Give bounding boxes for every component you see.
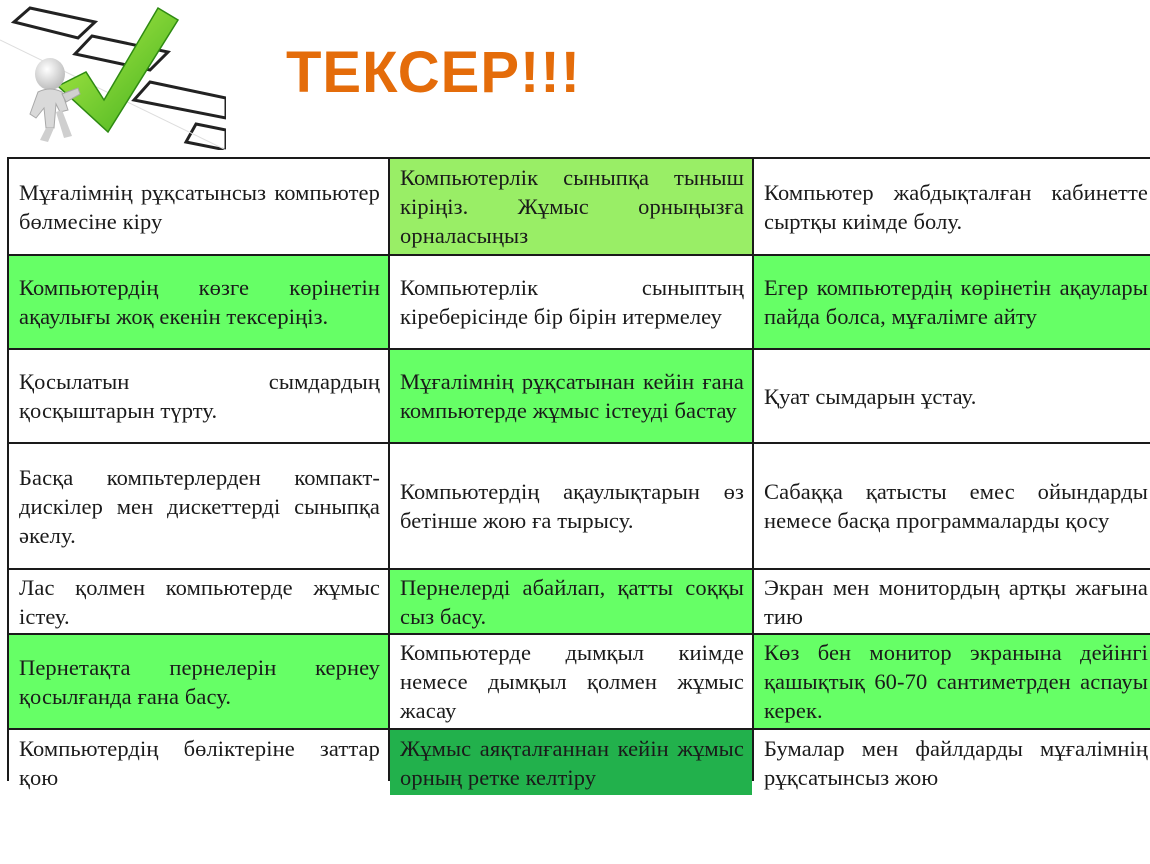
cell-text: Экран мен монитордың артқы жағына тию xyxy=(764,574,1148,629)
cell-text: Компьютердің ақаулықтарын өз бетінше жою ға тырысу. xyxy=(400,479,744,533)
table-cell xyxy=(390,256,752,348)
cell-text: Сабаққа қатысты емес ойындарды немесе басқа программаларды қосу xyxy=(764,479,1148,533)
cell-text: Компьютердің бөліктеріне заттар қою xyxy=(19,735,380,790)
page-title: ТЕКСЕР!!! xyxy=(286,40,581,105)
table-cell xyxy=(754,256,1150,348)
cell-text: Пернетақта пернелерін кернеу қосылғанда ғана басу. xyxy=(19,654,380,709)
cell-text: Қосылатын сымдардың қосқыштарын түрту. xyxy=(19,369,380,423)
cell-text: Мұғалімнің рұқсатынан кейін ғана компьютерде жұмыс істеуді бастау xyxy=(400,369,744,423)
table-cell xyxy=(390,570,752,633)
table-cell xyxy=(9,730,388,795)
table-cell xyxy=(9,444,388,568)
table-cell xyxy=(9,635,388,728)
table-cell xyxy=(754,635,1150,728)
table-cell xyxy=(390,730,752,795)
cell-text: Компьютерлік сыныптың кіреберісінде бір бірін итермелеу xyxy=(400,275,744,329)
table-cell xyxy=(9,159,388,254)
cell-text: Егер компьютердің көрінетін ақаулары пайда болса, мұғалімге айту xyxy=(764,275,1148,329)
table-cell xyxy=(390,350,752,442)
cell-text: Компьютерде дымқыл киімде немесе дымқыл қолмен жұмыс жасау xyxy=(400,640,744,723)
cell-text: Компьютердің көзге көрінетін ақаулығы жоқ екенін тексеріңіз. xyxy=(19,275,380,329)
cell-text: Мұғалімнің рұқсатынсыз компьютер бөлмесіне кіру xyxy=(19,179,380,234)
rules-table xyxy=(7,157,1150,790)
table-cell xyxy=(754,444,1150,568)
cell-text: Бумалар мен файлдарды мұғалімнің рұқсатынсыз жою xyxy=(764,735,1148,790)
cell-text: Компьютер жабдықталған кабинетте сыртқы киімде болу. xyxy=(764,179,1148,234)
cell-text: Басқа компьтерлерден компакт-дискілер мен дискеттерді сыныпқа әкелу. xyxy=(19,464,380,548)
table-cell xyxy=(754,730,1150,795)
table-cell xyxy=(754,570,1150,633)
checkmark-figure-icon-graphic xyxy=(0,0,226,150)
table-cell xyxy=(754,350,1150,442)
cell-text: Жұмыс аяқталғаннан кейін жұмыс орның ретке келтіру xyxy=(400,735,744,790)
table-cell xyxy=(9,350,388,442)
table-cell xyxy=(9,570,388,633)
table-cell xyxy=(754,159,1150,254)
cell-text: Көз бен монитор экранына дейінгі қашықтық 60-70 сантиметрден аспауы керек. xyxy=(764,640,1148,723)
table-cell xyxy=(390,159,752,254)
table-cell xyxy=(390,444,752,568)
cell-text: Пернелерді абайлап, қатты соққы сыз басу. xyxy=(400,574,744,629)
cell-text: Қуат сымдарын ұстау. xyxy=(764,383,977,409)
table-cell xyxy=(390,635,752,728)
cell-text: Лас қолмен компьютерде жұмыс істеу. xyxy=(19,574,380,629)
cell-text: Компьютерлік сыныпқа тыныш кіріңіз. Жұмыс орныңызға орналасыңыз xyxy=(400,165,744,248)
checkmark-figure-icon xyxy=(0,0,226,150)
table-cell xyxy=(9,256,388,348)
